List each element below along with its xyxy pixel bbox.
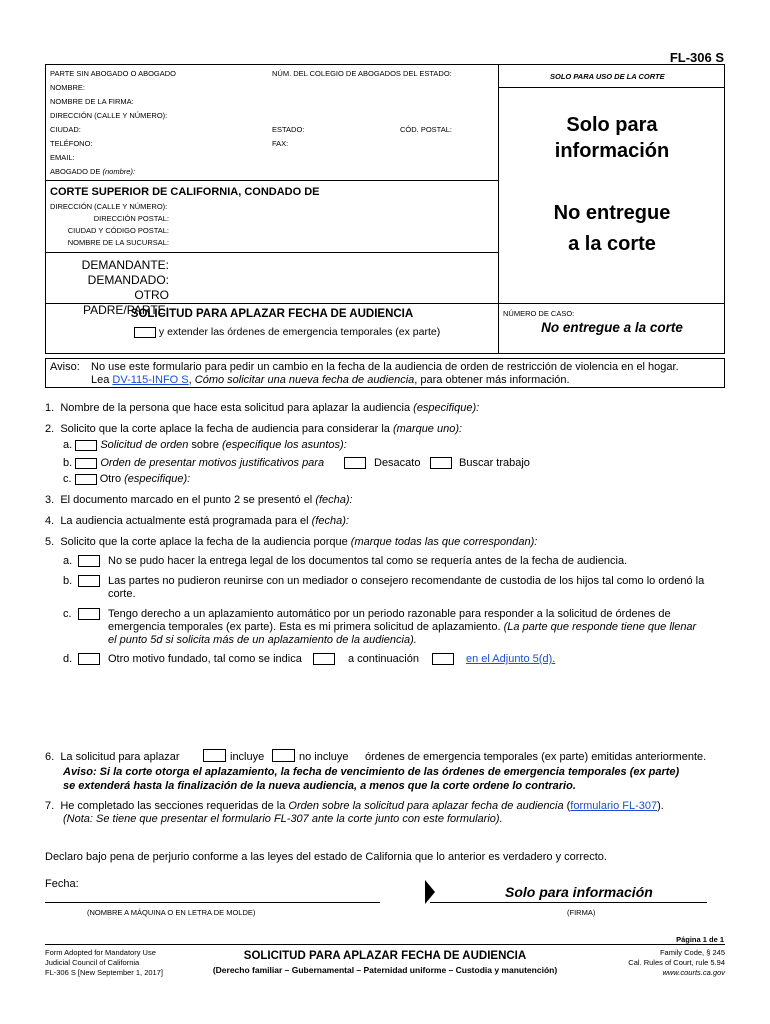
court-postal: DIRECCIÓN POSTAL: xyxy=(93,214,169,223)
footer-adopted: Form Adopted for Mandatory Use Judicial Council of California FL-306 S [New September 1, 2017] xyxy=(45,948,163,977)
direccion-label: DIRECCIÓN (CALLE Y NÚMERO): xyxy=(50,111,168,120)
item-5d-checkbox[interactable] xyxy=(78,653,100,665)
telefono-label: TELÉFONO: xyxy=(50,139,93,148)
case-number-value: No entregue a la corte xyxy=(541,320,683,335)
item-5a-checkbox[interactable] xyxy=(78,555,100,567)
signature-arrow-icon xyxy=(425,880,435,904)
court-title: CORTE SUPERIOR DE CALIFORNIA, CONDADO DE xyxy=(50,186,320,198)
item-5d-text: Otro motivo fundado, tal como se indica xyxy=(108,653,302,665)
court-use-no-entregue: No entregue a la corte xyxy=(553,202,671,255)
item-5a: a. xyxy=(63,555,73,567)
item-5b-text: Las partes no pudieron reunirse con un mediador o consejero recomendante de custodia de los hijos tal como lo ordenó la corte. xyxy=(108,575,705,600)
item-5a-text: No se pudo hacer la entrega legal de los documentos tal como se requería antes de la fecha de audiencia. xyxy=(108,555,628,567)
item-6-rest: órdenes de emergencia temporales (ex parte) emitidas anteriormente. xyxy=(365,751,707,763)
court-use-info: Solo para información xyxy=(554,114,670,162)
item-5b: b. xyxy=(63,575,73,587)
page-number: Página 1 de 1 xyxy=(676,935,724,944)
signature-info: Solo para información xyxy=(505,884,653,900)
item-6-aviso: Aviso: Si la corte otorga el aplazamiento, la fecha de vencimiento de las órdenes de emergencia temporales (ex parte) se extenderá hasta la finalización de la nueva audiencia, a menos que la corte ordene lo contrario. xyxy=(63,766,680,792)
attachment-5d-link[interactable]: en el Adjunto 5(d). xyxy=(466,653,556,665)
form-subtitle: y extender las órdenes de emergencia temporales (ex parte) xyxy=(134,326,440,338)
notice-line2: Lea DV-115-INFO S, Cómo solicitar una nueva fecha de audiencia, para obtener más información. xyxy=(91,374,570,386)
divider-vertical xyxy=(498,64,499,304)
name-line xyxy=(45,902,380,903)
item-5d-below-checkbox[interactable] xyxy=(313,653,335,665)
no-incluye-checkbox[interactable] xyxy=(272,749,295,762)
demandante-label: DEMANDANTE: xyxy=(81,258,169,272)
ciudad-label: CIUDAD: xyxy=(50,125,81,134)
item-3: 3. El documento marcado en el punto 2 se presentó el (fecha): xyxy=(45,494,353,506)
case-number-label: NÚMERO DE CASO: xyxy=(503,309,575,318)
party-label: PARTE SIN ABOGADO O ABOGADO xyxy=(50,69,177,78)
nombre-label: NOMBRE: xyxy=(50,83,86,92)
abogado-label: ABOGADO DE (nombre): xyxy=(50,167,136,176)
buscar-trabajo-label: Buscar trabajo xyxy=(459,457,530,469)
court-direccion: DIRECCIÓN (CALLE Y NÚMERO): xyxy=(50,202,168,211)
item-5d: d. xyxy=(63,653,73,665)
name-caption: (NOMBRE A MÁQUINA O EN LETRA DE MOLDE) xyxy=(87,908,256,917)
item-2b-checkbox[interactable] xyxy=(75,458,97,469)
declaration: Declaro bajo pena de perjurio conforme a las leyes del estado de California que lo anterior es verdadero y correcto. xyxy=(45,851,607,863)
item-2b: b. Orden de presentar motivos justificativos para xyxy=(63,457,325,469)
fecha-label: Fecha: xyxy=(45,878,79,890)
item-5b-checkbox[interactable] xyxy=(78,575,100,587)
notice-label: Aviso: xyxy=(50,361,80,373)
court-ciudad: CIUDAD Y CÓDIGO POSTAL: xyxy=(67,226,169,235)
item-5c-text: Tengo derecho a un aplazamiento automático por un periodo razonable para responder a la solicitud de órdenes de emergencia temporales (ex parte). Esta es mi primera solicitud de aplazamiento. (La parte que responde tiene que llenar el punto 5d si solicita más de un aplazamiento de la audiencia). xyxy=(108,608,697,646)
incluye-label: incluye xyxy=(230,751,265,763)
cod-postal-label: CÓD. POSTAL: xyxy=(400,125,452,134)
demandado-label: DEMANDADO: xyxy=(87,273,169,287)
item-5c-checkbox[interactable] xyxy=(78,608,100,620)
item-2c: c. Otro (especifique): xyxy=(63,473,191,485)
firma-caption: (FIRMA) xyxy=(567,908,596,917)
extend-orders-checkbox[interactable] xyxy=(134,327,156,338)
fl307-link[interactable]: formulario FL-307 xyxy=(570,800,658,812)
bar-label: NÚM. DEL COLEGIO DE ABOGADOS DEL ESTADO: xyxy=(272,69,452,78)
court-use-label: SOLO PARA USO DE LA CORTE xyxy=(550,72,665,81)
desacato-checkbox[interactable] xyxy=(344,457,366,469)
signature-line xyxy=(430,902,707,903)
fax-label: FAX: xyxy=(272,139,289,148)
otro-label: OTRO PADRE/PARTE: xyxy=(82,288,169,317)
item-5d-cont: a continuación xyxy=(348,653,419,665)
dv115-link[interactable]: DV-115-INFO S xyxy=(112,374,189,386)
desacato-label: Desacato xyxy=(374,457,421,469)
estado-label: ESTADO: xyxy=(272,125,305,134)
item-2a: a. Solicitud de orden sobre (especifique los asuntos): xyxy=(63,439,347,451)
email-label: EMAIL: xyxy=(50,153,75,162)
form-title: SOLICITUD PARA APLAZAR FECHA DE AUDIENCIA xyxy=(130,308,414,320)
item-7-nota: (Nota: Se tiene que presentar el formulario FL-307 ante la corte junto con este formulario). xyxy=(63,813,503,825)
item-2c-checkbox[interactable] xyxy=(75,474,97,485)
court-sucursal: NOMBRE DE LA SUCURSAL: xyxy=(67,238,169,247)
item-2a-checkbox[interactable] xyxy=(75,440,97,451)
notice-text: No use este formulario para pedir un cambio en la fecha de la audiencia de orden de restricción de violencia en el hogar. xyxy=(91,361,679,373)
item-5d-attach-checkbox[interactable] xyxy=(432,653,454,665)
firma-label: NOMBRE DE LA FIRMA: xyxy=(50,97,134,106)
incluye-checkbox[interactable] xyxy=(203,749,226,762)
item-4: 4. La audiencia actualmente está programada para el (fecha): xyxy=(45,515,349,527)
item-2: 2. Solicito que la corte aplace la fecha de audiencia para considerar la (marque uno): xyxy=(45,423,463,435)
footer-title: SOLICITUD PARA APLAZAR FECHA DE AUDIENCIA xyxy=(243,950,527,962)
no-incluye-label: no incluye xyxy=(299,751,349,763)
notice-box xyxy=(45,358,725,388)
item-7: 7. He completado las secciones requeridas de la Orden sobre la solicitud para aplazar fecha de audiencia (formulario FL-307). xyxy=(45,800,664,812)
item-6: 6. La solicitud para aplazar xyxy=(45,751,180,763)
item-5: 5. Solicito que la corte aplace la fecha de la audiencia porque (marque todas las que correspondan): xyxy=(45,536,538,548)
item-5c: c. xyxy=(63,608,72,620)
form-id: FL-306 S xyxy=(669,50,724,65)
footer-codes: Family Code, § 245 Cal. Rules of Court, rule 5.94 www.courts.ca.gov xyxy=(628,948,725,977)
footer-subtitle: (Derecho familiar – Gubernamental – Paternidad uniforme – Custodia y manutención) xyxy=(212,965,558,975)
item-1: 1. Nombre de la persona que hace esta solicitud para aplazar la audiencia (especifique): xyxy=(45,402,480,414)
buscar-trabajo-checkbox[interactable] xyxy=(430,457,452,469)
